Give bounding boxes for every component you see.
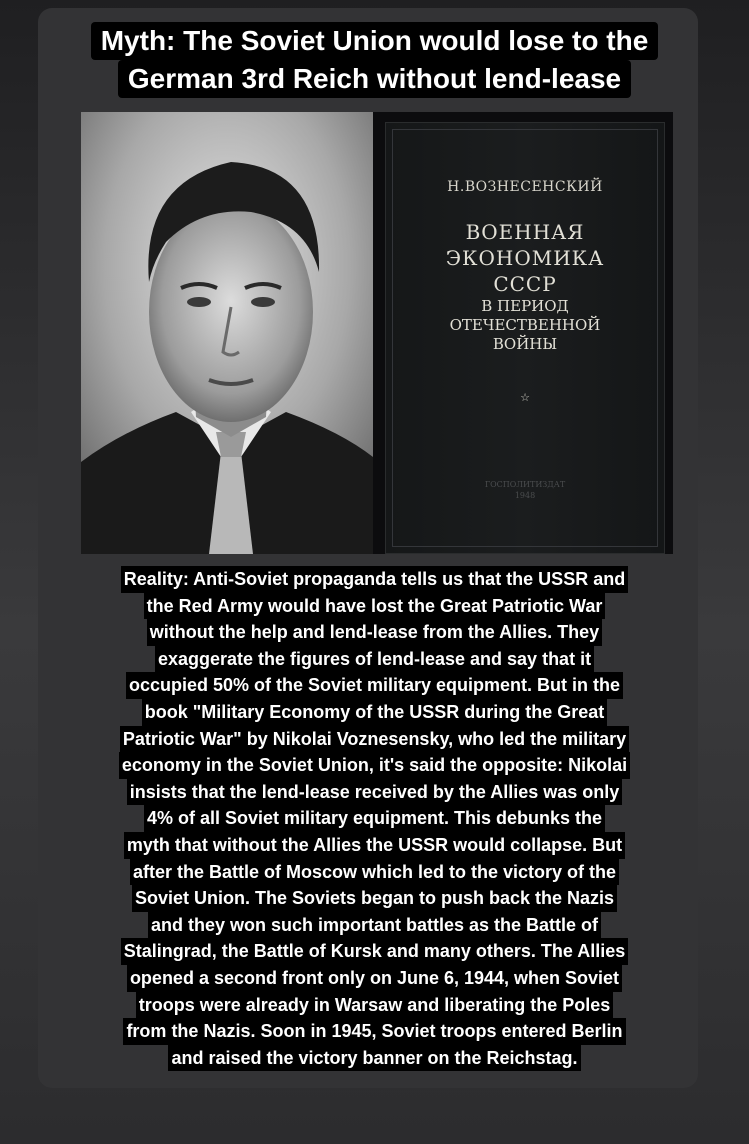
- paragraph-line: Reality: Anti-Soviet propaganda tells us that the USSR and: [121, 566, 628, 593]
- book-subtitle-line: ОТЕЧЕСТВЕННОЙ: [449, 316, 601, 334]
- book-cover: [385, 122, 665, 554]
- portrait-photo: [81, 112, 373, 554]
- book-author: Н.ВОЗНЕСЕНСКИЙ: [447, 179, 603, 195]
- paragraph-line: myth that without the Allies the USSR would collapse. But: [124, 832, 625, 859]
- paragraph-line: troops were already in Warsaw and liberating the Poles: [136, 992, 613, 1019]
- paragraph-line: Soviet Union. The Soviets began to push back the Nazis: [132, 885, 617, 912]
- book-title-line: СССР: [493, 272, 557, 296]
- paragraph-line: 4% of all Soviet military equipment. This debunks the: [144, 805, 605, 832]
- paragraph-line: and they won such important battles as the Battle of: [148, 912, 601, 939]
- image-row: [81, 112, 673, 554]
- paragraph-line: Patriotic War" by Nikolai Voznesensky, who led the military: [120, 726, 629, 753]
- paragraph-line: opened a second front only on June 6, 1944, when Soviet: [127, 965, 622, 992]
- book-cover-photo: [373, 112, 673, 554]
- book-title-line: ВОЕННАЯ: [465, 220, 585, 244]
- paragraph-line: book "Military Economy of the USSR during the Great: [142, 699, 608, 726]
- headline-line: German 3rd Reich without lend-lease: [118, 60, 631, 98]
- book-subtitle-line: В ПЕРИОД: [481, 297, 569, 315]
- book-subtitle-line: ВОЙНЫ: [492, 335, 558, 353]
- paragraph-line: economy in the Soviet Union, it's said the opposite: Nikolai: [119, 752, 630, 779]
- book-publisher-line: 1948: [514, 491, 536, 500]
- reality-paragraph: [62, 566, 687, 1071]
- myth-headline: [0, 22, 749, 98]
- paragraph-line: without the help and lend-lease from the Allies. They: [147, 619, 602, 646]
- paragraph-line: exaggerate the figures of lend-lease and say that it: [155, 646, 594, 673]
- paragraph-line: occupied 50% of the Soviet military equipment. But in the: [126, 672, 623, 699]
- book-title: [386, 219, 664, 354]
- star-icon: ☆: [520, 392, 530, 404]
- paragraph-line: insists that the lend-lease received by the Allies was only: [127, 779, 623, 806]
- paragraph-line: after the Battle of Moscow which led to the victory of the: [130, 859, 619, 886]
- book-title-line: ЭКОНОМИКА: [445, 246, 605, 270]
- paragraph-line: Stalingrad, the Battle of Kursk and many others. The Allies: [121, 938, 628, 965]
- paragraph-line: the Red Army would have lost the Great Patriotic War: [144, 593, 606, 620]
- paragraph-line: from the Nazis. Soon in 1945, Soviet troops entered Berlin: [123, 1018, 625, 1045]
- book-publisher: [386, 479, 664, 501]
- portrait-illustration: [81, 112, 373, 554]
- headline-line: Myth: The Soviet Union would lose to the: [91, 22, 659, 60]
- paragraph-line: and raised the victory banner on the Reichstag.: [168, 1045, 580, 1072]
- book-publisher-line: ГОСПОЛИТИЗДАТ: [484, 480, 566, 489]
